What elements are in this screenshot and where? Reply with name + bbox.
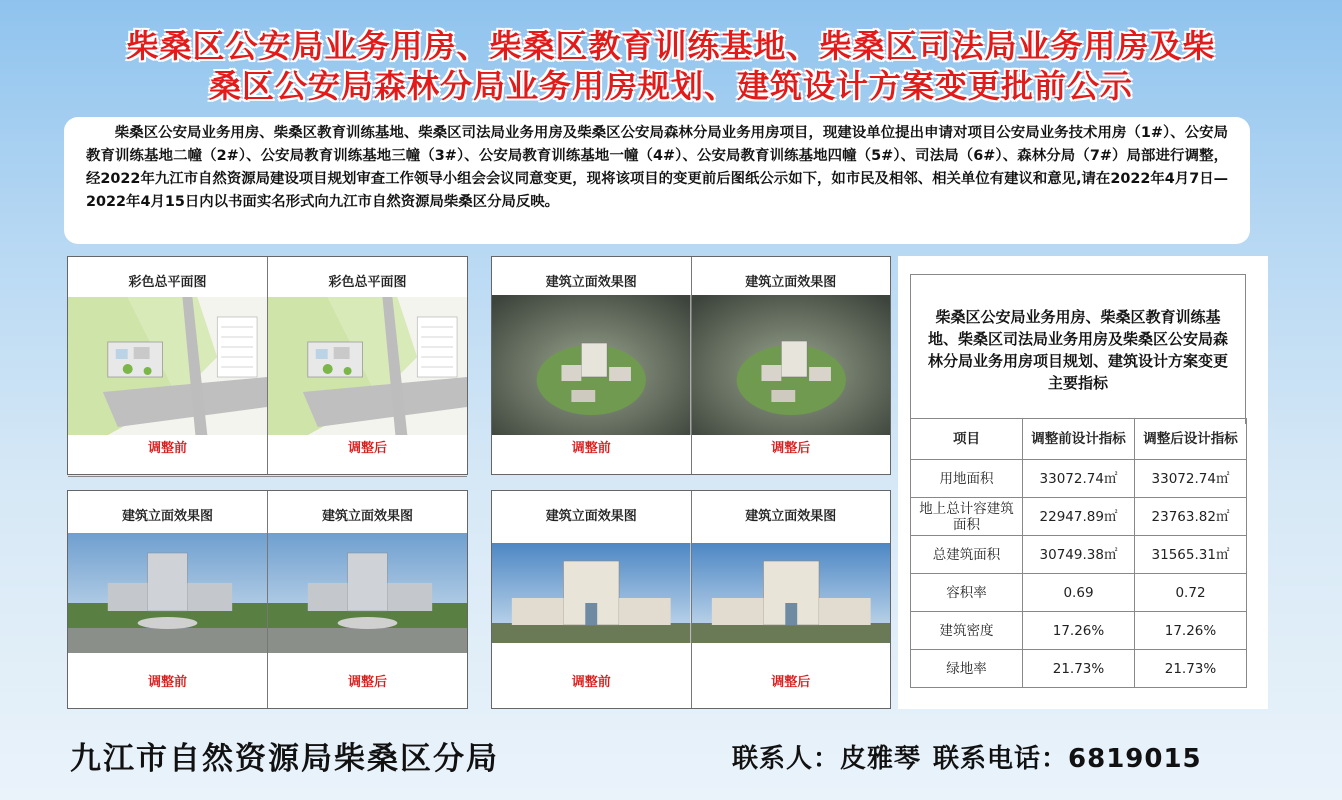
table-header-row [911, 419, 1247, 460]
table-cell: 23763.82㎡ [1135, 498, 1247, 536]
table-row [911, 460, 1247, 498]
site-plan-image [268, 297, 467, 435]
site-plan-after [267, 257, 467, 474]
perspective-rendering-image [268, 533, 467, 653]
elevation-after [691, 491, 891, 708]
before-label: 调整前 [147, 675, 187, 690]
panel-caption: 建筑立面效果图 [321, 509, 413, 524]
title-line-1: 柴桑区公安局业务用房、柴桑区教育训练基地、柴桑区司法局业务用房及柴 [126, 27, 1216, 65]
table-header: 调整后设计指标 [1135, 419, 1247, 460]
table-cell: 22947.89㎡ [1023, 498, 1135, 536]
table-cell: 用地面积 [911, 460, 1023, 498]
table-header: 项目 [911, 419, 1023, 460]
organization-name: 九江市自然资源局柴桑区分局 [70, 741, 499, 777]
site-plan-image [68, 297, 267, 435]
table-header: 调整前设计指标 [1023, 419, 1135, 460]
table-row [911, 536, 1247, 574]
contact-person: 联系人：皮雅琴 [732, 744, 922, 774]
after-label: 调整后 [771, 675, 811, 690]
table-cell: 31565.31㎡ [1135, 536, 1247, 574]
perspective-after [267, 491, 467, 708]
after-label: 调整后 [347, 675, 387, 690]
indicators-table [910, 418, 1247, 688]
table-cell: 21.73% [1135, 650, 1247, 688]
contact-info [732, 738, 1202, 775]
aerial-rendering-panel [491, 256, 891, 475]
elevation-rendering-image [692, 543, 891, 643]
contact-phone: 联系电话：6819015 [933, 744, 1202, 774]
table-cell: 30749.38㎡ [1023, 536, 1135, 574]
elevation-rendering-image [492, 543, 691, 643]
table-cell: 33072.74㎡ [1023, 460, 1135, 498]
panel-caption: 建筑立面效果图 [121, 509, 213, 524]
table-cell: 建筑密度 [911, 612, 1023, 650]
table-row [911, 498, 1247, 536]
panel-caption: 建筑立面效果图 [545, 275, 637, 290]
notice-body: 柴桑区公安局业务用房、柴桑区教育训练基地、柴桑区司法局业务用房及柴桑区公安局森林分局业务用房项目，现建设单位提出申请对项目公安局业务技术用房（1#）、公安局教育训练基地二幢（2#）、公安局教育训练基地三幢（3#）、公安局教育训练基地一幢（4#）、公安局教育训练基地四幢（5#）、司法局（6#）、森林分局（7#）局部进行调整，经2022年九江市自然资源局建设项目规划审查工作领导小组会会议同意变更，现将该项目的变更前后图纸公示如下，如市民及相邻、相关单位有建议和意见,请在2022年4月7日—2022年4月15日内以书面实名形式向九江市自然资源局柴桑区分局反映。 [64, 117, 1250, 244]
table-cell: 0.72 [1135, 574, 1247, 612]
elevation-before [492, 491, 691, 708]
before-label: 调整前 [147, 441, 187, 456]
table-row [911, 574, 1247, 612]
site-plan-before [68, 257, 267, 474]
elevation-rendering-panel [491, 490, 891, 709]
table-cell: 0.69 [1023, 574, 1135, 612]
panel-caption: 彩色总平面图 [328, 275, 407, 290]
after-label: 调整后 [771, 441, 811, 456]
table-cell: 绿地率 [911, 650, 1023, 688]
table-cell: 总建筑面积 [911, 536, 1023, 574]
table-cell: 容积率 [911, 574, 1023, 612]
aerial-before [492, 257, 691, 474]
panel-caption: 建筑立面效果图 [745, 275, 837, 290]
notice-title [40, 26, 1302, 106]
panel-caption: 建筑立面效果图 [745, 509, 837, 524]
aerial-after [691, 257, 891, 474]
perspective-rendering-image [68, 533, 267, 653]
table-row [911, 650, 1247, 688]
perspective-before [68, 491, 267, 708]
aerial-rendering-image [692, 295, 891, 435]
table-cell: 地上总计容建筑面积 [911, 498, 1023, 536]
before-label: 调整前 [571, 675, 611, 690]
indicators-title: 柴桑区公安局业务用房、柴桑区教育训练基地、柴桑区司法局业务用房及柴桑区公安局森林分局业务用房项目规划、建筑设计方案变更主要指标 [910, 274, 1246, 424]
table-cell: 33072.74㎡ [1135, 460, 1247, 498]
table-row [911, 612, 1247, 650]
panel-caption: 彩色总平面图 [128, 275, 207, 290]
after-label: 调整后 [347, 441, 387, 456]
indicators-panel [898, 256, 1268, 709]
panel-caption: 建筑立面效果图 [545, 509, 637, 524]
table-cell: 17.26% [1023, 612, 1135, 650]
site-plan-panel [67, 256, 468, 475]
table-cell: 21.73% [1023, 650, 1135, 688]
aerial-rendering-image [492, 295, 691, 435]
perspective-rendering-panel [67, 490, 468, 709]
table-cell: 17.26% [1135, 612, 1247, 650]
title-line-2: 桑区公安局森林分局业务用房规划、建筑设计方案变更批前公示 [208, 67, 1133, 105]
before-label: 调整前 [571, 441, 611, 456]
